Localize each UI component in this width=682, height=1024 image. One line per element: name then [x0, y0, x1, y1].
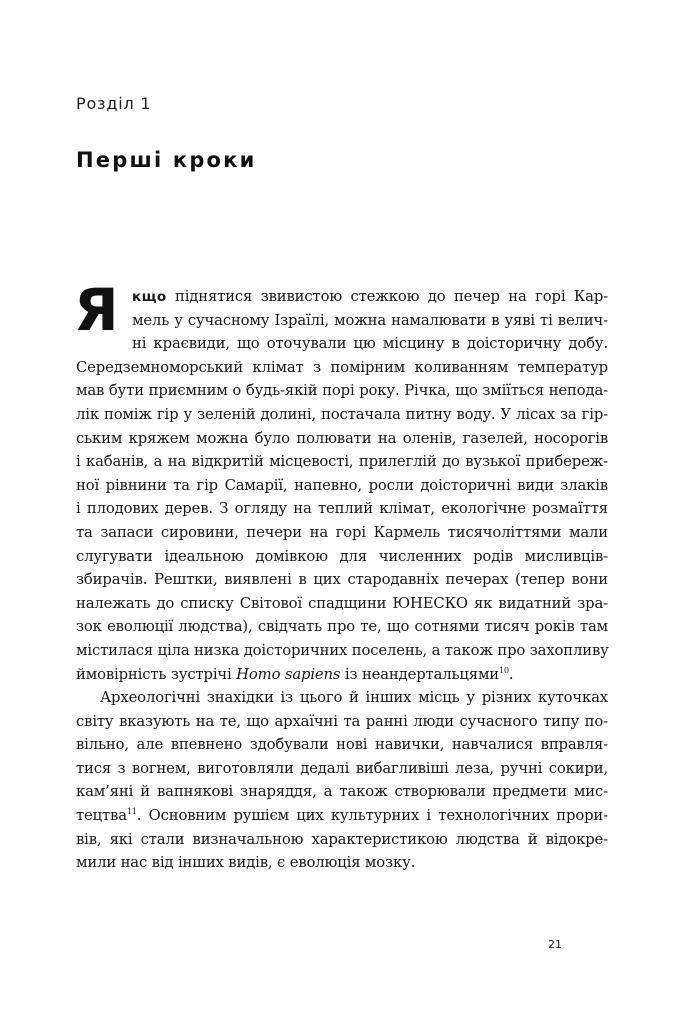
line-text: ймовірність зустрічі: [76, 665, 237, 683]
line-text: . Основним рушієм цих культурних і технологічних прори-: [136, 807, 608, 825]
text-line: Середземноморський клімат з помірним коливанням температур: [76, 358, 608, 376]
paragraph-2: [76, 686, 608, 875]
chapter-label: Розділ 1: [76, 94, 152, 113]
text-line: ної рівнини та гір Самарії, напевно, росли доісторичні види злаків: [76, 476, 608, 494]
text-line: вільно, але впевнено здобували нові навички, навчалися вправля-: [76, 736, 608, 754]
lead-in-caps: кщо: [132, 289, 167, 305]
page-number: 21: [548, 938, 562, 951]
text-line: збирачів. Рештки, виявлені в цих стародавніх печерах (тепер вони: [76, 571, 608, 589]
text-line: [132, 285, 608, 309]
text-line: мав бути приємним о будь-якій порі року. Річка, що зміїться непода-: [76, 382, 608, 400]
drop-cap: Я: [74, 276, 119, 344]
text-line: і кабанів, а на відкритій місцевості, прилеглій до вузької прибереж-: [76, 453, 608, 471]
text-line: кам’яні й вапнякові знаряддя, а також створювали предмети мис-: [76, 783, 608, 801]
text-line: світу вказують на те, що архаїчні та ранні люди сучасного типу по-: [76, 712, 608, 730]
text-line: належать до списку Світової спадщини ЮНЕСКО як видатний зра-: [76, 594, 608, 612]
italic-term: Homo sapiens: [236, 665, 341, 683]
text-line: і плодових дерев. З огляду на теплий клімат, екологічне розмаїття: [76, 500, 608, 518]
body-text: [74, 276, 609, 875]
text-line: ні краєвиди, що оточували цю місцину в доісторичну добу.: [132, 335, 608, 353]
text-line: [76, 804, 608, 828]
text-line: мили нас від інших видів, є еволюція мозку.: [76, 854, 416, 872]
text-line: містилася ціла низка доісторичних поселень, а також про захопливу: [76, 641, 609, 659]
text-line: слугувати ідеальною домівкою для численних родів мисливців-: [76, 547, 608, 565]
line-text: тецтва: [76, 807, 127, 825]
text-line: [76, 663, 608, 687]
text-line: зок еволюції людства), свідчать про те, що сотнями тисяч років там: [76, 618, 608, 636]
line-text: піднятися звивистою стежкою до печер на горі Кар-: [166, 288, 608, 305]
line-text: із неандертальцями: [340, 665, 500, 683]
text-line: вів, які стали визначальною характеристикою людства й відокре-: [76, 830, 608, 848]
line-text: .: [508, 665, 514, 683]
text-line: тися з вогнем, виготовляли дедалі вибагливіші леза, ручні сокири,: [76, 759, 608, 777]
chapter-title: Перші кроки: [76, 148, 257, 172]
text-line: мель у сучасному Ізраїлі, можна намалювати в уяві ті велич-: [132, 311, 608, 329]
paragraph-1: [74, 276, 609, 686]
text-line: ським кряжем можна було полювати на оленів, газелей, носорогів: [76, 429, 608, 447]
text-line: лік поміж гір у зеленій долині, постачала питну воду. У лісах за гір-: [76, 405, 608, 423]
text-line: та запаси сировини, печери на горі Кармель тисячоліттями мали: [76, 523, 608, 541]
footnote-ref[interactable]: 11: [126, 807, 137, 817]
text-line: Археологічні знахідки із цього й інших місць у різних куточках: [100, 689, 608, 707]
footnote-ref[interactable]: 10: [499, 665, 509, 675]
